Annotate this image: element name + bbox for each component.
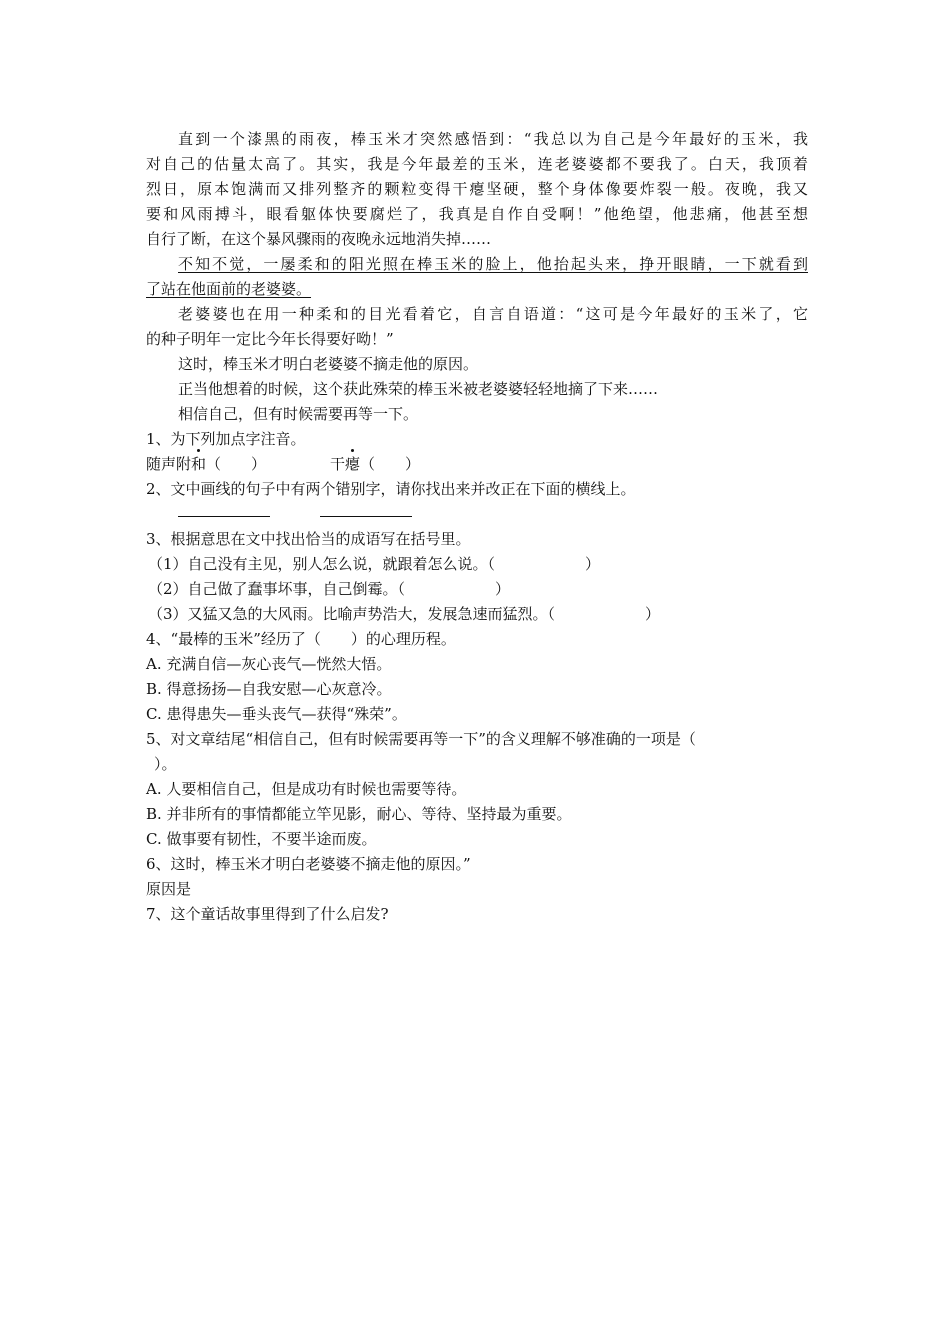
- question-5-option-c: C. 做事要有韧性，不要半途而废。: [146, 830, 377, 848]
- q1-word-1-answer-blank[interactable]: （ ）: [206, 455, 267, 473]
- question-6-answer-prompt: 原因是: [146, 880, 192, 898]
- question-1-item-1: [146, 453, 266, 475]
- question-3-item-2: （2）自己做了蠢事坏事，自己倒霉。（ ）: [148, 580, 511, 598]
- q2-answer-line-1[interactable]: [178, 516, 270, 517]
- question-6: 6、这时，棒玉米才明白老婆婆不摘走他的原因。”: [146, 855, 471, 873]
- question-1: 1、为下列加点字注音。: [146, 430, 306, 448]
- q1-word-2-prefix: 干: [330, 455, 346, 473]
- story-paragraph-1-line-1: 直到一个漆黑的雨夜，棒玉米才突然感悟到：“我总以为自己是今年最好的玉米，我: [178, 130, 808, 148]
- story-paragraph-3-line-1: 老婆婆也在用一种柔和的目光看着它，自言自语道：“这可是今年最好的玉米了，它: [178, 305, 808, 323]
- question-3-item-3: （3）又猛又急的大风雨。比喻声势浩大，发展急速而猛烈。（ ）: [148, 605, 661, 623]
- story-paragraph-1-line-2: 对自己的估量太高了。其实，我是今年最差的玉米，连老婆婆都不要我了。白天，我顶着: [146, 155, 808, 173]
- story-paragraph-4: 这时，棒玉米才明白老婆婆不摘走他的原因。: [178, 355, 479, 373]
- q1-word-1-prefix: 随声附: [146, 455, 192, 473]
- story-paragraph-5: 正当他想着的时候，这个获此殊荣的棒玉米被老婆婆轻轻地摘了下来……: [178, 380, 659, 398]
- underlined-sentence-line-1: 不知不觉，一屡柔和的阳光照在棒玉米的脸上，他抬起头来，挣开眼睛，一下就看到: [178, 255, 808, 273]
- question-5-continuation: ）。: [154, 755, 177, 773]
- question-5: 5、对文章结尾“相信自己，但有时候需要再等一下”的含义理解不够准确的一项是（: [146, 730, 696, 748]
- question-4-option-c: C. 患得患失—垂头丧气—获得“殊荣”。: [146, 705, 407, 723]
- story-paragraph-1-line-5: 自行了断，在这个暴风骤雨的夜晚永远地消失掉……: [146, 230, 492, 248]
- q2-answer-line-2[interactable]: [320, 516, 412, 517]
- question-5-option-b: B. 并非所有的事情都能立竿见影，耐心、等待、坚持最为重要。: [146, 805, 572, 823]
- question-3: 3、根据意思在文中找出恰当的成语写在括号里。: [146, 530, 471, 548]
- story-paragraph-1-line-4: 要和风雨搏斗，眼看躯体快要腐烂了，我真是自作自受啊！”他绝望，他悲痛，他甚至想: [146, 205, 808, 223]
- question-2: 2、文中画线的句子中有两个错别字，请你找出来并改正在下面的横线上。: [146, 480, 636, 498]
- underlined-sentence-line-2: 了站在他面前的老婆婆。: [146, 280, 312, 298]
- story-paragraph-3-line-2: 的种子明年一定比今年长得要好呦！”: [146, 330, 394, 348]
- question-4: 4、“最棒的玉米”经历了（ ）的心理历程。: [146, 630, 456, 648]
- story-paragraph-1-line-3: 烈日，原本饱满而又排列整齐的颗粒变得干瘪坚硬，整个身体像要炸裂一般。夜晚，我又: [146, 180, 808, 198]
- question-4-option-b: B. 得意扬扬—自我安慰—心灰意冷。: [146, 680, 392, 698]
- q1-word-1-dotted-char: 和: [191, 455, 207, 473]
- question-3-item-1: （1）自己没有主见，别人怎么说，就跟着怎么说。（ ）: [148, 555, 601, 573]
- question-1-item-2: [330, 453, 420, 475]
- question-7: 7、这个童话故事里得到了什么启发?: [146, 905, 389, 923]
- story-paragraph-6: 相信自己，但有时候需要再等一下。: [178, 405, 419, 423]
- question-4-option-a: A. 充满自信—灰心丧气—恍然大悟。: [146, 655, 392, 673]
- question-5-option-a: A. 人要相信自己，但是成功有时候也需要等待。: [146, 780, 467, 798]
- q1-word-2-dotted-char: 瘪: [345, 455, 361, 473]
- q1-word-2-answer-blank[interactable]: （ ）: [360, 455, 421, 473]
